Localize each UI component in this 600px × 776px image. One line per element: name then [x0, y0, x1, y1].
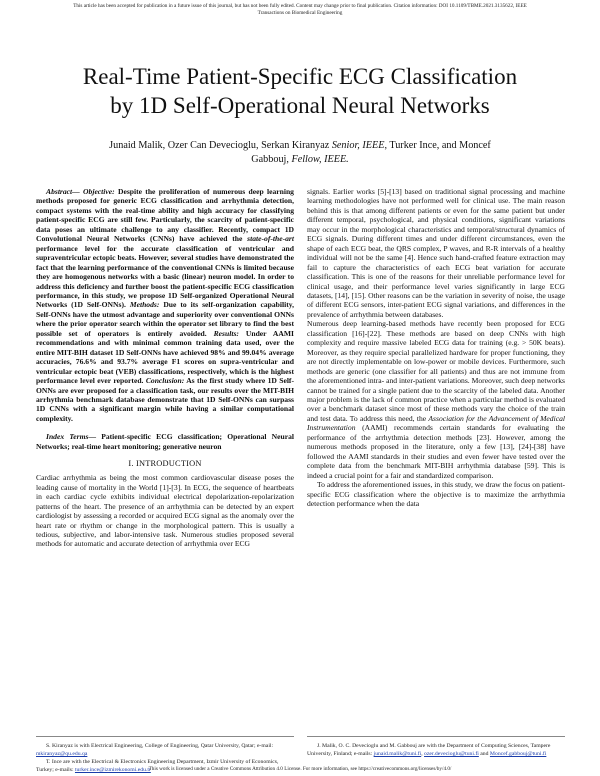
intro-paragraph-1: Cardiac arrhythmia as being the most common cardiovascular disease poses the leading cause of mortality in the World [1]-[3]. In ECG, the sequence of heartbeats in each cardiac cycle exhibits individual electrical depolarization-repolarization patterns of the heart. The presence of an arrhythmia can be detected by an expert cardiologist by assessing a recorded or acquired ECG signal as the anomaly over the heart rate or rhythm or change in the morphological pattern. This is usually a tedious, subjective, and labor-intensive task. Numerous studies proposed several methods for automatic and accurate detection of arrhythmia over ECG	[36, 473, 294, 549]
journal-banner	[0, 3, 600, 17]
abstract-label: Abstract— Objective:	[46, 187, 115, 196]
authors-part-2: , Turker Ince, and Moncef	[384, 140, 491, 151]
abstract-text-2: performance level for the accurate classification of ventricular and supraventricular ectopic beats. However, several studies have demonstrated the fact that the learning performance of the conventional CNNs is limited because they are homogenous networks with a basic (linear) neuron model. In order to address this deficiency and further boost the patient-specific ECG classification performance, in this study, we propose 1D Self-organized Operational Neural Networks (1D Self-ONNs).	[36, 243, 294, 310]
banner-line-2: Transactions on Biomedical Engineering	[257, 10, 343, 16]
fn-left-text-2: T. Ince are with the Electrical & Electronics Engineering Department, Izmir University of Economics, Turkey; e-mails:	[36, 759, 279, 773]
fn-right-text-1: J. Malik, O. C. Devecioglu and M. Gabbouj are with the Department of Computing Sciences, Tampere University, Finland; e-mails:	[307, 743, 551, 757]
banner-line-1: This article has been accepted for publication in a future issue of this journal, but has not been fully edited. Content may change prior to final publication. Citation information: DOI 10.1109/TBME.2021.3135622, IEEE	[73, 3, 527, 9]
title-line-1: Real-Time Patient-Specific ECG Classification	[82, 64, 518, 89]
abstract-text-1: Despite the proliferation of numerous deep learning methods proposed for generic ECG classification and arrhythmia detection, compact systems with the real-time ability and high accuracy for classifying patient-specific ECG are still few. Particularly, the scarcity of patient-specific data poses an ultimate challenge to any classifier. Recently, compact 1D Convolutional Neural Networks (CNNs) have achieved the	[36, 187, 294, 244]
license-footer: This work is licensed under a Creative Commons Attribution 4.0 License. For more information, see https://creativecommons.org/licenses/by/4.0/	[148, 766, 452, 772]
abstract	[36, 187, 294, 423]
section-heading-introduction: I. INTRODUCTION	[128, 459, 202, 469]
email-link-gabbouj[interactable]: Moncef.gabbouj@tuni.fi	[489, 751, 547, 757]
author-role-1: Senior, IEEE	[331, 140, 385, 151]
fn-left-text-1: S. Kiranyaz is with Electrical Engineering, College of Engineering, Qatar University, Qatar; e-mail:	[46, 743, 274, 749]
index-terms-label: Index Terms—	[46, 432, 97, 442]
title-line-2: by 1D Self-Operational Neural Networks	[110, 93, 490, 118]
email-link-malik[interactable]: junaid.malik@tuni.fi	[373, 751, 422, 757]
para3-text: Numerous deep learning-based methods have recently been proposed for ECG classification [16]-[22]. These methods are based on deep CNNs with high complexity and require massive labeled ECG data for training (e.g. > 50K beats). Moreover, as they require special parallelized hardware for proper functioning, they are not directly implementable on low-power or mobile devices. Furthermore, such methods are generic (one classifier for all patients) and thus are not immune from the aforementioned intra- and inter-patient variations. Moreover, such deep networks cannot be trained for a single patient due to the scarcity of the labeled data. Another major problem is the lack of common practice when a particular method is evaluated over a benchmark dataset since most of these methods vary the choice of the train and test data. To address this need, the	[307, 319, 565, 423]
email-link-ince[interactable]: turker.ince@izmirekonomi.edu.tr	[74, 767, 151, 773]
paper-title	[30, 62, 570, 120]
author-list	[60, 139, 540, 167]
authors-part-1: Junaid Malik, Ozer Can Devecioglu, Serkan Kiranyaz	[109, 140, 332, 151]
abstract-results-label: Results:	[213, 328, 239, 338]
footnote-rule-right	[307, 736, 565, 737]
aami-name: Association for the Advancement of Medical Instrumentation	[307, 413, 565, 433]
footnote-right: J. Malik, O. C. Devecioglu and M. Gabbouj are with the Department of Computing Sciences, Tampere University, Finland; e-mails: junaid.malik@tuni.fi, ozer.devecioglu@tuni.fi and Moncef.gabbouj@tuni.fi	[307, 743, 551, 757]
authors-part-3: Gabbouj,	[251, 154, 292, 165]
index-terms-text: Patient-specific ECG classification; Operational Neural Networks; real-time heart monitoring; generative neuron	[36, 432, 295, 451]
abstract-text-3: Due to its self-organization capability, Self-ONNs have the utmost advantage and superiority over conventional ONNs where the prior operator search within the operator set library to find the best possible set of operators is entirely avoided.	[36, 300, 294, 338]
abstract-text-5: As the first study where 1D Self-ONNs are ever proposed for a classification task, our results over the MIT-BIH arrhythmia benchmark database demonstrate that 1D Self-ONNs can surpass 1D CNNs with a significant margin while having a similar computational complexity.	[36, 376, 294, 423]
abstract-conclusion-label: Conclusion:	[145, 376, 185, 386]
abstract-sota: state-of-the-art	[247, 234, 294, 244]
abstract-text-4: Under AAMI recommendations and with minimal common training data used, over the entire MIT-BIH dataset 1D Self-ONNs have achieved 98% and 99.04% average accuracies, 76.6% and 93.7% average F1 scores on supra-ventricular and ventricular ectopic beat (VEB) classifications, respectively, which is the highest performance level ever reported.	[36, 328, 294, 386]
footnote-rule-left	[36, 736, 294, 737]
author-role-2: Fellow, IEEE.	[291, 154, 349, 165]
email-link-devecioglu[interactable]: ozer.devecioglu@tuni.fi	[424, 751, 479, 757]
intro-paragraph-3	[307, 319, 565, 480]
para3-cont: (AAMI) recommends certain standards for evaluating the performance of the arrhythmia detection methods [23]. However, among the numerous methods proposed in the literature, only a few [13], [24]-[38] have followed the AAMI standards in their studies and even fewer have tested over the complete data from the benchmark MIT-BIH arrhythmia database [59]. This is indeed a crucial point for a fair and standardized comparison.	[307, 423, 565, 480]
email-link-kiranyaz[interactable]: mkiranyaz@qu.edu.qa	[36, 751, 88, 757]
intro-paragraph-4: To address the aforementioned issues, in this study, we draw the focus on patient-specific ECG classification where the objective is to maximize the arrhythmia detection performance when the data	[307, 480, 565, 508]
intro-paragraph-2: signals. Earlier works [5]-[13] based on traditional signal processing and machine learning methodologies have not performed well for clinical use. The main reason behind this is that among different patients or even for the same patient but under different temporal, psychological, and physical conditions, significant variations may occur in the morphological characteristics and temporal/structural dynamics of ECG signals. During different times and under different circumstances, even the shape of each ECG beat, the QRS complex, P waves, and R-R intervals of a healthy individual will not be the same [4]. Hence such hand-crafted feature extraction may fail to capture the characteristics of each ECG beat variation for accurate classification. This is one of the reasons for their unreliable performance level for clinical usage, and their performance level varies significantly in large ECG datasets, [14], [15]. Other reasons can be the variation in severity of noise, the usage of different ECG sensors, inter-patient ECG signal variations, and differences in the prevalence of arrhythmia between databases.	[307, 187, 565, 319]
index-terms	[36, 432, 294, 451]
left-column	[36, 187, 294, 549]
abstract-methods-label: Methods:	[129, 300, 160, 310]
right-column	[307, 187, 565, 508]
